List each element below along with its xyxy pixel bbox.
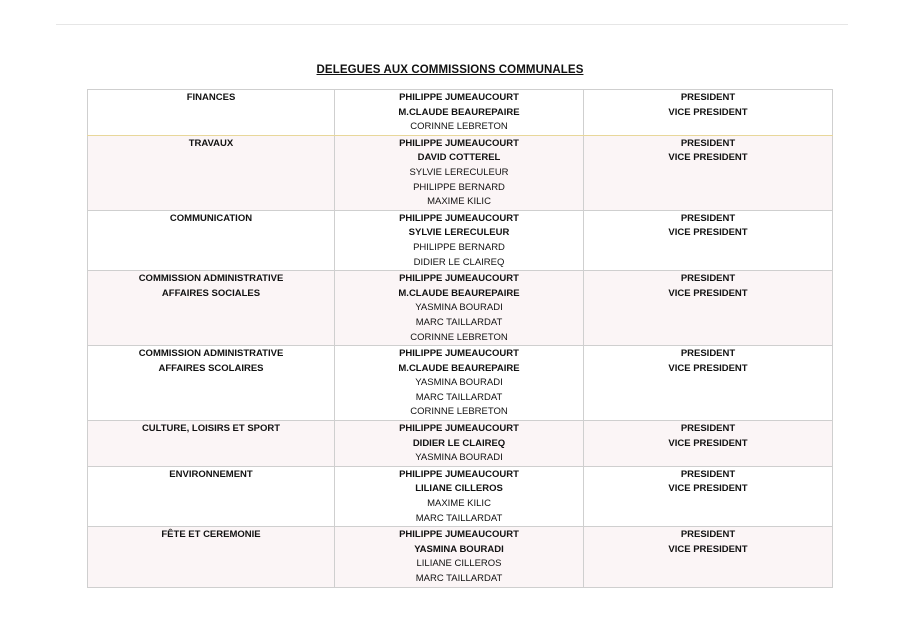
member-name: PHILIPPE JUMEAUCOURT: [399, 212, 519, 224]
page-top-edge: [56, 24, 848, 25]
table-row: [88, 346, 833, 421]
member-name: YASMINA BOURADI: [415, 452, 503, 464]
commission-name-line: CULTURE, LOISIRS ET SPORT: [141, 423, 281, 435]
table-row: [88, 210, 833, 270]
roles-cell: [584, 90, 833, 136]
role-president: PRESIDENT: [680, 273, 736, 285]
member-name: LILIANE CILLEROS: [415, 483, 503, 495]
member-name: PHILIPPE JUMEAUCOURT: [399, 137, 519, 149]
member-name: MARC TAILLARDAT: [415, 391, 503, 403]
role-vice-president: VICE PRESIDENT: [668, 362, 748, 374]
member-name: YASMINA BOURADI: [415, 302, 503, 314]
commission-name-cell: [88, 210, 335, 270]
role-president: PRESIDENT: [680, 212, 736, 224]
member-name: YASMINA BOURADI: [414, 543, 504, 555]
members-cell: [335, 210, 584, 270]
commission-name-line: FÊTE ET CEREMONIE: [161, 529, 261, 541]
role-vice-president: VICE PRESIDENT: [668, 437, 748, 449]
role-president: PRESIDENT: [680, 348, 736, 360]
commission-name-line: TRAVAUX: [188, 137, 234, 149]
member-name: PHILIPPE JUMEAUCOURT: [399, 423, 519, 435]
role-vice-president: VICE PRESIDENT: [668, 287, 748, 299]
member-name: PHILIPPE JUMEAUCOURT: [399, 92, 519, 103]
table-row: [88, 271, 833, 346]
commissions-table-body: [88, 90, 833, 588]
commission-name-line: FINANCES: [186, 92, 236, 103]
commissions-table: [87, 89, 833, 588]
member-name: CORINNE LEBRETON: [410, 331, 508, 343]
table-row: [88, 466, 833, 526]
table-row: [88, 421, 833, 467]
member-name: DAVID COTTEREL: [417, 152, 501, 164]
member-name: M.CLAUDE BEAUREPAIRE: [398, 362, 520, 374]
member-name: M.CLAUDE BEAUREPAIRE: [398, 106, 520, 118]
role-vice-president: VICE PRESIDENT: [668, 106, 748, 118]
commission-name-cell: [88, 271, 335, 346]
members-cell: [335, 527, 584, 587]
member-name: MARC TAILLARDAT: [415, 316, 503, 328]
table-row: [88, 90, 833, 136]
roles-cell: [584, 527, 833, 587]
member-name: M.CLAUDE BEAUREPAIRE: [398, 287, 520, 299]
commission-name-cell: [88, 421, 335, 467]
roles-cell: [584, 466, 833, 526]
member-name: PHILIPPE BERNARD: [413, 241, 505, 253]
member-name: YASMINA BOURADI: [415, 377, 503, 389]
role-president: PRESIDENT: [680, 137, 736, 149]
member-name: MARC TAILLARDAT: [415, 573, 503, 584]
commission-name-cell: [88, 135, 335, 210]
members-cell: [335, 135, 584, 210]
member-name: PHILIPPE JUMEAUCOURT: [399, 468, 519, 480]
role-vice-president: VICE PRESIDENT: [668, 152, 748, 164]
roles-cell: [584, 210, 833, 270]
role-president: PRESIDENT: [680, 92, 736, 103]
document-title: DELEGUES AUX COMMISSIONS COMMUNALES: [316, 64, 584, 76]
members-cell: [335, 466, 584, 526]
members-cell: [335, 90, 584, 136]
member-name: CORINNE LEBRETON: [410, 406, 508, 418]
role-president: PRESIDENT: [680, 423, 736, 435]
role-vice-president: VICE PRESIDENT: [668, 483, 748, 495]
commission-name-cell: [88, 90, 335, 136]
role-vice-president: VICE PRESIDENT: [668, 543, 748, 555]
commission-name-line: COMMUNICATION: [169, 212, 253, 224]
member-name: PHILIPPE JUMEAUCOURT: [399, 348, 519, 360]
roles-cell: [584, 421, 833, 467]
member-name: CORINNE LEBRETON: [410, 121, 508, 133]
commission-name-line: AFFAIRES SOCIALES: [161, 287, 261, 299]
member-name: DIDIER LE CLAIREQ: [413, 256, 505, 268]
member-name: LILIANE CILLEROS: [416, 558, 502, 570]
member-name: MAXIME KILIC: [427, 498, 491, 510]
commission-name-line: COMMISSION ADMINISTRATIVE: [138, 273, 284, 285]
member-name: SYLVIE LERECULEUR: [408, 227, 510, 239]
commission-name-cell: [88, 466, 335, 526]
member-name: MAXIME KILIC: [427, 196, 491, 208]
member-name: SYLVIE LERECULEUR: [409, 166, 509, 178]
roles-cell: [584, 135, 833, 210]
member-name: DIDIER LE CLAIREQ: [412, 437, 506, 449]
member-name: MARC TAILLARDAT: [415, 512, 503, 524]
roles-cell: [584, 346, 833, 421]
role-vice-president: VICE PRESIDENT: [668, 227, 748, 239]
member-name: PHILIPPE JUMEAUCOURT: [399, 273, 519, 285]
commission-name-line: ENVIRONNEMENT: [169, 468, 253, 480]
members-cell: [335, 271, 584, 346]
member-name: PHILIPPE JUMEAUCOURT: [399, 529, 519, 541]
members-cell: [335, 421, 584, 467]
commission-name-line: AFFAIRES SCOLAIRES: [158, 362, 264, 374]
commission-name-line: COMMISSION ADMINISTRATIVE: [138, 348, 284, 360]
commission-name-cell: [88, 527, 335, 587]
roles-cell: [584, 271, 833, 346]
role-president: PRESIDENT: [680, 529, 736, 541]
table-row: [88, 135, 833, 210]
commission-name-cell: [88, 346, 335, 421]
member-name: PHILIPPE BERNARD: [413, 181, 505, 193]
table-row: [88, 527, 833, 587]
role-president: PRESIDENT: [680, 468, 736, 480]
members-cell: [335, 346, 584, 421]
